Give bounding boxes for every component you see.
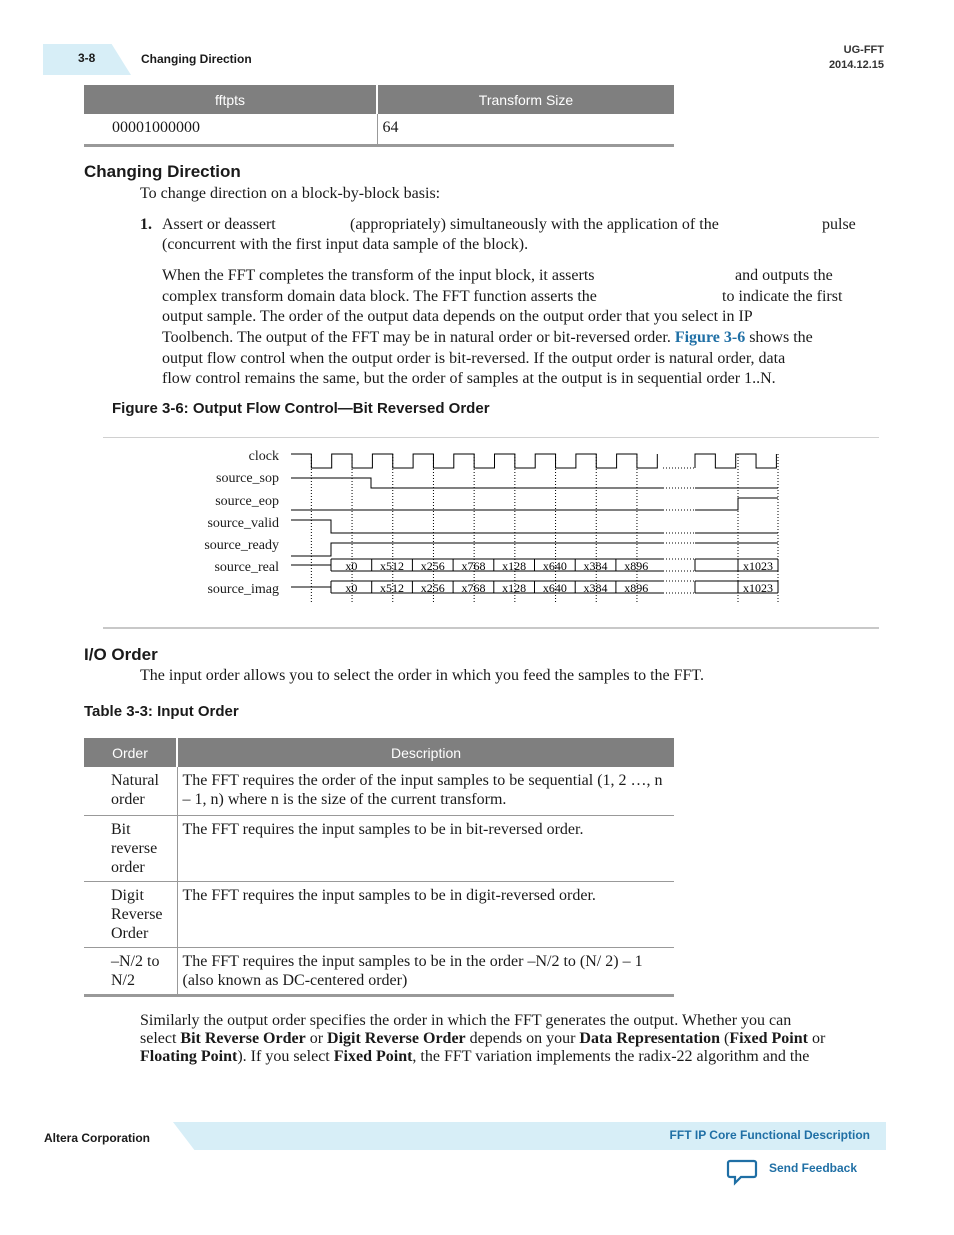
para-line: complex transform domain data block. The FFT function asserts the (162, 288, 597, 305)
section-heading: Changing Direction (84, 162, 241, 181)
order-cell: Natural order (84, 767, 177, 815)
bus-value-label: x512 (380, 559, 405, 573)
waveforms (103, 438, 879, 627)
bold-term: Bit Reverse Order (180, 1030, 306, 1047)
bold-term: Data Representation (579, 1030, 720, 1047)
bold-term: Floating Point (140, 1048, 238, 1065)
para-line: flow control remains the same, but the order of samples at the output is in sequential order 1..N. (162, 370, 776, 387)
bus-value-label: x384 (583, 581, 608, 595)
text: depends on your (469, 1030, 576, 1047)
table-row (84, 767, 674, 815)
column-header: fftpts (84, 85, 377, 114)
bold-term: Fixed Point (729, 1030, 808, 1047)
bus-value-label: x768 (461, 581, 486, 595)
bus-value-label: x768 (461, 559, 486, 573)
para-line: output sample. The order of the output data depends on the output order that you select in IP (162, 308, 753, 325)
bus-value-label: x0 (345, 559, 358, 573)
bus-value-label: x0 (345, 581, 358, 595)
doc-date: 2014.12.15 (828, 59, 884, 71)
column-header: Order (84, 738, 177, 767)
text: , the FFT variation implements the radix-22 algorithm and the (412, 1048, 810, 1065)
order-cell: –N/2 to N/2 (84, 947, 177, 995)
table-caption: Table 3-3: Input Order (84, 703, 239, 720)
description-cell: The FFT requires the input samples to be in the order –N/2 to (N/ 2) – 1 (also known as DC-centered order) (177, 947, 674, 995)
step-text-line2: (concurrent with the first input data sample of the block). (162, 236, 529, 253)
text: select (140, 1030, 177, 1047)
table-cell: 00001000000 (84, 114, 377, 146)
step-text-c: pulse (822, 216, 856, 233)
column-header: Transform Size (377, 85, 674, 114)
eop-end (695, 498, 778, 510)
bus-value-label: x256 (420, 559, 445, 573)
description-cell: The FFT requires the order of the input samples to be sequential (1, 2 …, n – 1, n) where n is the size of the current transform. (177, 767, 674, 815)
bus-value-label: x512 (380, 581, 405, 595)
table-row (84, 815, 674, 881)
input-order-table (84, 738, 674, 997)
para-text: shows the (749, 329, 813, 346)
send-feedback-link[interactable]: Send Feedback (768, 1161, 857, 1175)
text: ( (723, 1030, 730, 1047)
running-header-section: Changing Direction (141, 52, 252, 66)
column-header: Description (177, 738, 674, 767)
section-heading: I/O Order (84, 645, 158, 664)
signal-label: source_eop (215, 494, 279, 509)
bus-value-label: x128 (502, 559, 527, 573)
doc-id: UG-FFT (843, 44, 884, 56)
valid-wave (291, 520, 663, 533)
para-line: output flow control when the output order is bit-reversed. If the output order is natural order, data (162, 350, 786, 367)
signal-label: source_valid (207, 516, 279, 531)
intro-text: To change direction on a block-by-block basis: (140, 185, 441, 202)
doc-identifier (829, 43, 884, 73)
text: ). If you select (237, 1048, 330, 1065)
bus-value-label: x256 (420, 581, 445, 595)
para-line (162, 328, 813, 349)
feedback-icon[interactable] (726, 1158, 758, 1186)
para-text: Toolbench. The output of the FFT may be in natural order or bit-reversed order. (162, 329, 671, 346)
bold-term: Digit Reverse Order (327, 1030, 466, 1047)
bus-value-label: x384 (583, 559, 608, 573)
table-row (84, 947, 674, 995)
figure-link[interactable]: Figure 3-6 (674, 329, 746, 346)
timing-diagram (103, 437, 879, 629)
bus-value-label: x1023 (743, 581, 773, 595)
para-line: to indicate the first (722, 288, 843, 305)
table-cell: 64 (377, 114, 674, 146)
clock-wave-end (695, 454, 776, 468)
description-cell: The FFT requires the input samples to be in digit-reversed order. (177, 881, 674, 947)
signal-label: source_sop (216, 471, 279, 486)
step-number: 1. (140, 216, 152, 233)
description-cell: The FFT requires the input samples to be in bit-reversed order. (177, 815, 674, 881)
order-cell: Bit reverse order (84, 815, 177, 881)
bus-value-label: x640 (542, 581, 567, 595)
bus-value-label: x128 (502, 581, 527, 595)
step-text-b: (appropriately) simultaneously with the application of the (350, 216, 719, 233)
bold-term: Fixed Point (333, 1048, 413, 1065)
step-text-a: Assert or deassert (162, 216, 276, 233)
text: or (811, 1030, 826, 1047)
footer-company: Altera Corporation (44, 1131, 151, 1145)
signal-label: clock (248, 449, 279, 464)
intro-text: The input order allows you to select the order in which you feed the samples to the FFT. (140, 667, 705, 684)
signal-label: source_imag (207, 582, 279, 597)
bus-value-label: x640 (542, 559, 567, 573)
ready-wave (291, 543, 663, 556)
footer-doc-title[interactable]: FFT IP Core Functional Description (669, 1128, 870, 1142)
signal-label: source_ready (204, 538, 279, 553)
text: or (309, 1030, 324, 1047)
fftpts-table (84, 85, 674, 147)
sop-wave (291, 478, 663, 488)
bus-value-label: x896 (624, 559, 649, 573)
page-number: 3-8 (78, 51, 96, 65)
figure-caption: Figure 3-6: Output Flow Control—Bit Reversed Order (112, 400, 490, 417)
signal-label: source_real (214, 560, 279, 575)
closing-line: Similarly the output order specifies the order in which the FFT generates the output. Whether you can (140, 1012, 792, 1029)
closing-line (140, 1047, 809, 1068)
table-row (84, 881, 674, 947)
order-cell: Digit Reverse Order (84, 881, 177, 947)
bus-value-label: x896 (624, 581, 649, 595)
para-line: When the FFT completes the transform of the input block, it asserts (162, 267, 595, 284)
bus-value-label: x1023 (743, 559, 773, 573)
para-line: and outputs the (735, 267, 833, 284)
table-row (84, 114, 674, 146)
